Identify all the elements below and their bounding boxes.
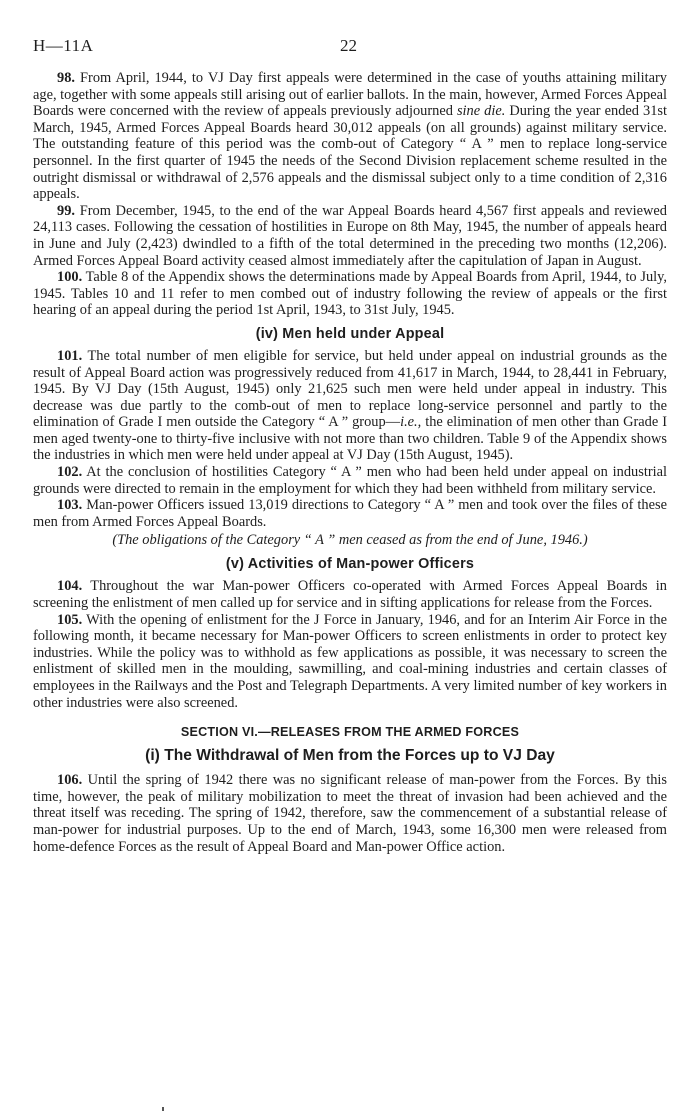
document-reference: H—11A <box>33 36 94 55</box>
paragraph-102: 102. At the conclusion of hostilities Category “ A ” men who had been held under appeal on industrial grounds were directed to remain in the employment for which they had been withheld from military service. <box>33 464 667 497</box>
italic-text: i.e., <box>400 414 422 431</box>
paragraph-101: 101. The total number of men eligible for service, but held under appeal on industrial grounds as the result of Appeal Board action was progressively reduced from 41,617 in March, 1944, to 28,441 in February, 1945. By VJ Day (15th August, 1945) only 21,625 such men were held under appeal in industry. This decrease was due partly to the comb-out of men to replace long-service personnel and partly to the elimination of Grade I men outside the Category “ A ” group—i.e., the elimination of men other than Grade I men aged twenty-one to thirty-five inclusive with not more than two children. Table 9 of the Appendix shows the industries in which men were held under appeal at VJ Day (15th August, 1945). <box>33 347 668 464</box>
section-heading-releases: SECTION VI.—RELEASES FROM THE ARMED FORCES <box>180 725 520 740</box>
paragraph-103: 103. Man-power Officers issued 13,019 directions to Category “ A ” men and took over the files of these men from Armed Forces Appeal Boards. <box>33 497 667 530</box>
paragraph-106: 106. Until the spring of 1942 there was no significant release of man-power from the Forces. By this time, however, the peak of military mobilization to meet the threat of invasion had been achieved and the threat itself was receding. The spring of 1942, therefore, saw the commencement of a substantial release of man-power for industrial purposes. Up to the end of March, 1943, some 16,300 men were released from home-defence Forces as the result of Appeal Board and Man-power Office action. <box>33 772 667 855</box>
italic-text: sine die. <box>456 103 506 120</box>
print-mark <box>162 1107 164 1111</box>
paragraph-number: 101. <box>57 347 83 364</box>
body-text <box>33 70 667 855</box>
paragraph-number: 98. <box>57 70 75 86</box>
paragraph-98: 98. From April, 1944, to VJ Day first appeals were determined in the case of youths attaining military age, together with some appeals still arising out of earlier ballots. In the main, however, Armed Forces Appeal Boards were concerned with the review of appeals previously adjourned sine die. During the year ended 31st March, 1945, Armed Forces Appeal Boards heard 30,012 appeals (on all grounds) against military service. The outstanding feature of this period was the comb-out of Category “ A ” men to replace long-service personnel. In the first quarter of 1945 the needs of the Second Division replacement scheme resulted in the outright dismissal or withdrawal of 2,576 appeals and the dismissal subject only to a time condition of 2,316 appeals. <box>33 70 667 203</box>
italic-note: (The obligations of the Category “ A ” men ceased as from the end of June, 1946.) <box>112 532 588 549</box>
paragraph-104: 104. Throughout the war Man-power Officers co-operated with Armed Forces Appeal Boards in screening the enlistment of men called up for service and in sifting applications for release from the Forces. <box>33 578 667 612</box>
paragraph-100: 100. Table 8 of the Appendix shows the determinations made by Appeal Boards from April, 1944, to July, 1945. Tables 10 and 11 refer to men combed out of industry following the review of appeals or the first hearing of an appeal during the period 1st April, 1943, to 31st July, 1945. <box>33 269 667 319</box>
paragraph-number: 105. <box>57 611 83 628</box>
subheading-activities-of-man-power-officers: (v) Activities of Man-power Officers <box>225 556 475 573</box>
paragraph-number: 104. <box>57 578 83 595</box>
subheading-men-held-under-appeal: (iv) Men held under Appeal <box>255 325 445 342</box>
paragraph-99: 99. From December, 1945, to the end of the war Appeal Boards heard 4,567 first appeals and reviewed 24,113 cases. Following the cessation of hostilities in Europe on 8th May, 1945, the number of appeals heard in June and July (2,423) dwindled to a fifth of the total determined in the preceding two months (12,206). Armed Forces Appeal Board activity ceased almost immediately after the capitulation of Japan in August. <box>33 202 667 269</box>
paragraph-number: 103. <box>57 497 83 514</box>
paragraph-number: 100. <box>57 269 83 286</box>
paragraph-number: 99. <box>57 202 75 219</box>
subheading-withdrawal-of-men: (i) The Withdrawal of Men from the Forces up to VJ Day <box>145 747 555 765</box>
paragraph-number: 102. <box>57 464 83 481</box>
paragraph-number: 106. <box>57 772 83 789</box>
page-number: 22 <box>340 36 357 55</box>
paragraph-105: 105. With the opening of enlistment for the J Force in January, 1946, and for an Interim Air Force in the following month, it became necessary for Man-power Officers to screen enlistments in order to protect key industries. While the policy was to withhold as few applications as possible, it was necessary to screen the enlistment of skilled men in the moulding, sawmilling, and coal-mining industries and certain classes of employees in the Railways and the Post and Telegraph Departments. A very limited number of key workers in other industries were also screened. <box>33 611 667 711</box>
